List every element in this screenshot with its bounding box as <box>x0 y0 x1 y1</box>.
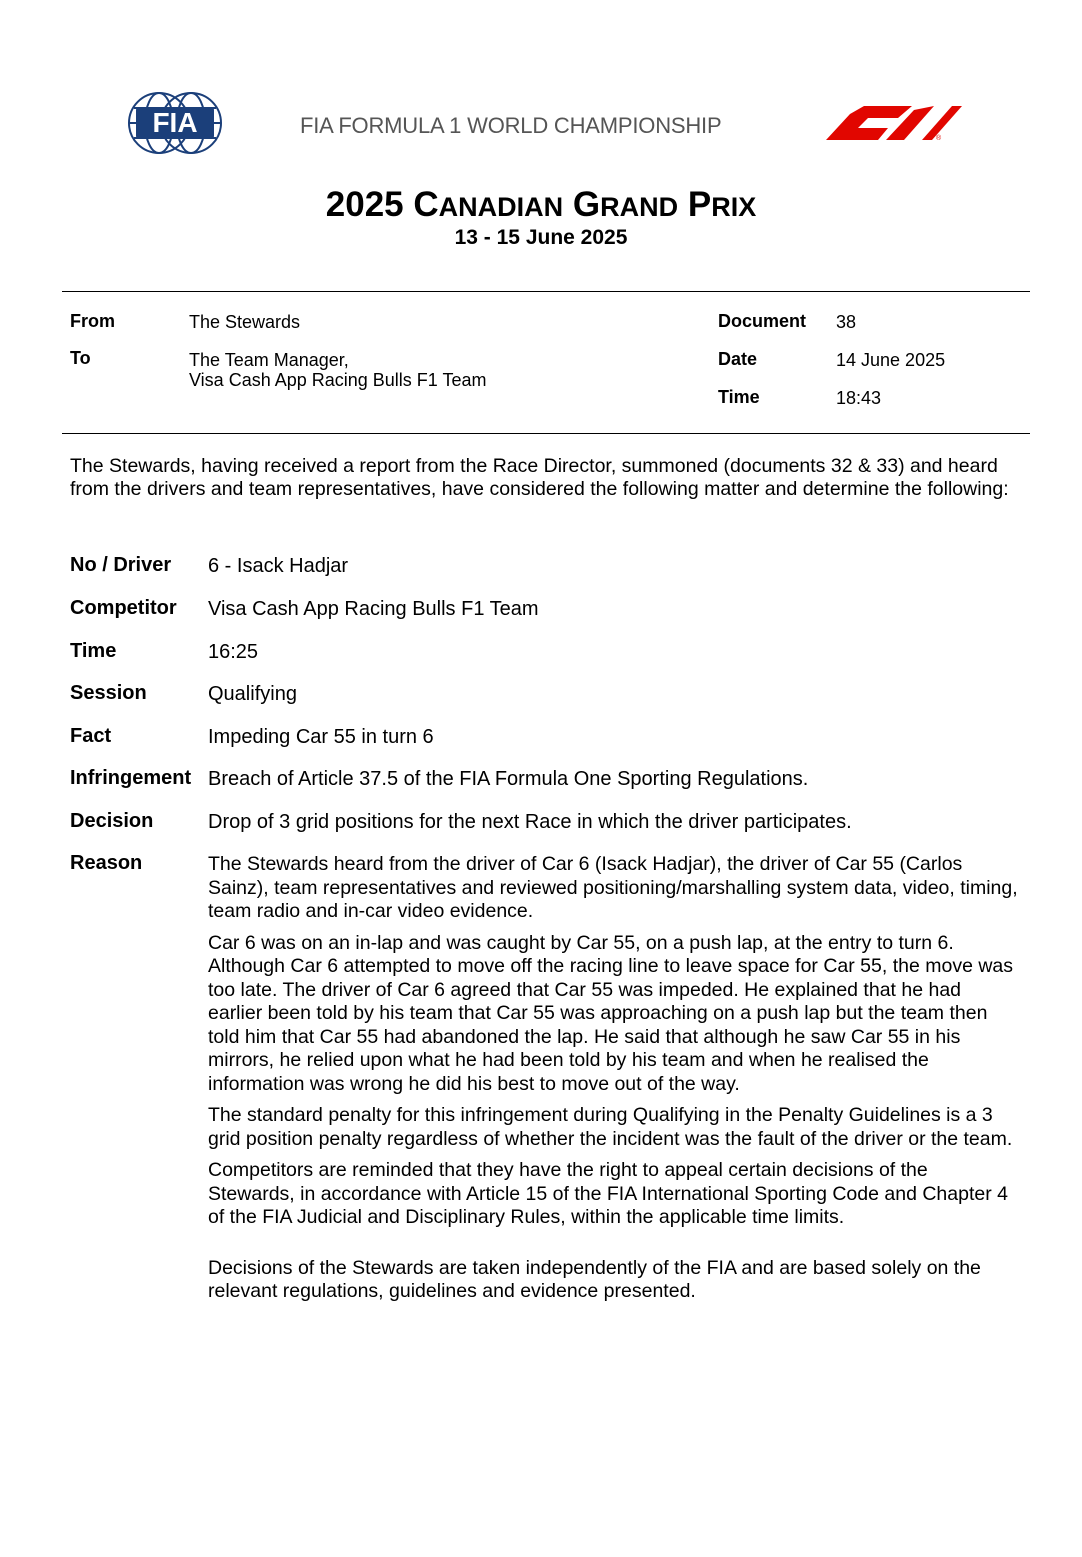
to-label: To <box>70 348 91 368</box>
reason-paragraph: Car 6 was on an in-lap and was caught by Car 55, on a push lap, at the entry to turn 6. Although Car 6 attempted to move off the racing line to leave space for Car 55, the move was too late. The driver of Car 6 agreed that Car 55 was impeded. He explained that he had earlier been told by his team that Car 55 was approaching on a push lap but the team then told him that Car 55 had abandoned the lap. He said that although he saw Car 55 in his mirrors, he relied upon what he had been told by his team and when he realised the information was wrong he did his best to move out of the way. <box>208 931 1014 1095</box>
reason-label: Reason <box>70 852 143 874</box>
fia-logo-icon <box>126 90 224 156</box>
document-number: 38 <box>836 312 857 332</box>
intro-paragraph: The Stewards, having received a report from the Race Director, summoned (documents 32 & 33) and heard from the drivers and team representatives, have considered the following matter and determine the following: <box>70 455 1009 500</box>
svg-text:FIA: FIA <box>152 107 198 138</box>
competitor-value: Visa Cash App Racing Bulls F1 Team <box>208 598 539 620</box>
reason-paragraph: Competitors are reminded that they have the right to appeal certain decisions of the Stewards, in accordance with Article 15 of the FIA International Sporting Code and Chapter 4 of the FIA Judicial and Disciplinary Rules, within the applicable time limits. <box>208 1159 1008 1228</box>
event-dates: 13 - 15 June 2025 <box>454 226 628 249</box>
session-value: Qualifying <box>208 683 297 705</box>
reason-body <box>208 853 1018 1312</box>
from-label: From <box>70 311 115 331</box>
from-value: The Stewards <box>189 312 301 332</box>
fact-label: Fact <box>70 725 112 747</box>
date-value: 14 June 2025 <box>836 350 946 370</box>
driver-label: No / Driver <box>70 554 172 576</box>
document-title: 2025 CANADIAN GRAND PRIX <box>325 185 757 224</box>
time-value: 18:43 <box>836 388 882 408</box>
incident-time-label: Time <box>70 640 117 662</box>
infringement-value: Breach of Article 37.5 of the FIA Formula One Sporting Regulations. <box>208 768 809 790</box>
decision-label: Decision <box>70 810 154 832</box>
divider-bottom <box>62 433 1030 434</box>
decision-value: Drop of 3 grid positions for the next Race in which the driver participates. <box>208 811 852 833</box>
infringement-label: Infringement <box>70 767 192 789</box>
fact-value: Impeding Car 55 in turn 6 <box>208 726 434 748</box>
svg-text:®: ® <box>936 135 942 142</box>
reason-paragraph: The standard penalty for this infringement during Qualifying in the Penalty Guidelines is a 3 grid position penalty regardless of whether the incident was the fault of the driver or the team. <box>208 1104 1013 1150</box>
competitor-label: Competitor <box>70 597 177 619</box>
document-label: Document <box>718 311 807 331</box>
date-label: Date <box>718 349 758 369</box>
session-label: Session <box>70 682 147 704</box>
to-value: The Team Manager, Visa Cash App Racing Bulls F1 Team <box>189 350 487 390</box>
time-label: Time <box>718 387 760 407</box>
championship-title: FIA FORMULA 1 WORLD CHAMPIONSHIP <box>300 113 722 138</box>
reason-paragraph: The Stewards heard from the driver of Car 6 (Isack Hadjar), the driver of Car 55 (Carlos Sainz), team representatives and reviewed positioning/marshalling system data, video, timing, team radio and in-car video evidence. <box>208 853 1018 922</box>
closing-paragraph: Decisions of the Stewards are taken independently of the FIA and are based solely on the relevant regulations, guidelines and evidence presented. <box>208 1256 981 1302</box>
incident-time-value: 16:25 <box>208 641 259 663</box>
driver-value: 6 - Isack Hadjar <box>208 555 349 577</box>
f1-logo-icon <box>826 104 964 142</box>
divider-top <box>62 291 1030 292</box>
